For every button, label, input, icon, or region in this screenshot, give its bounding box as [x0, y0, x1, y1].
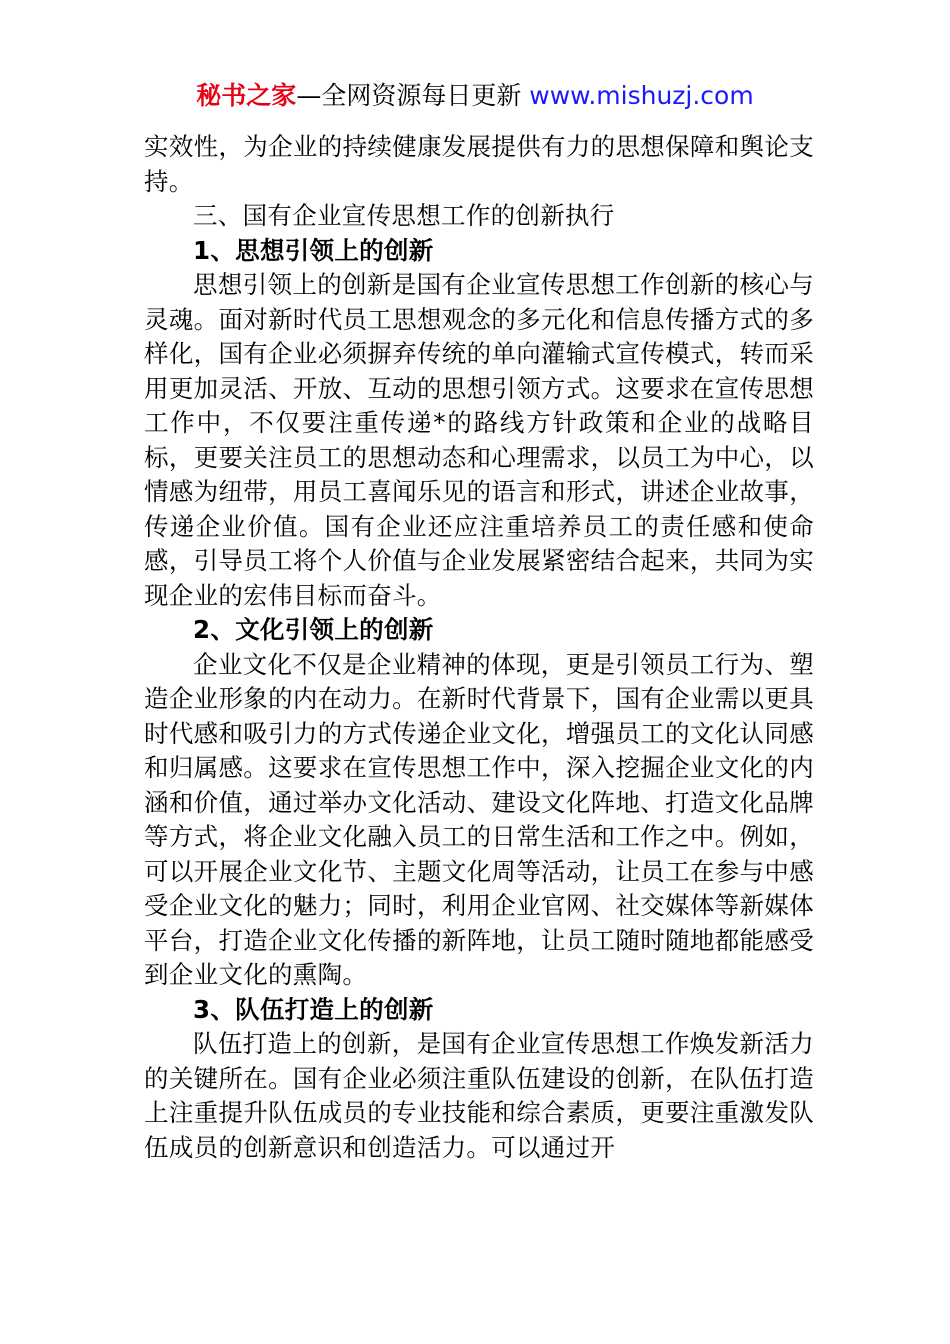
brand-name: 秘书之家: [196, 81, 297, 110]
subsection-heading-2: 2、文化引领上的创新: [193, 615, 434, 644]
paragraph-3: 队伍打造上的创新，是国有企业宣传思想工作焕发新活力的关键所在。国有企业必须注重队伍建设的创新，在队伍打造上注重提升队伍成员的专业技能和综合素质，更要注重激发队伍成员的创新意识和创造活力。可以通过开: [144, 1029, 814, 1162]
paragraph-continuation: 实效性，为企业的持续健康发展提供有力的思想保障和舆论支持。: [144, 132, 814, 196]
subsection-heading-1: 1、思想引领上的创新: [193, 235, 434, 265]
subsection-heading-3: 3、队伍打造上的创新: [193, 994, 434, 1024]
document-body: [144, 130, 814, 1165]
page-header: [0, 79, 950, 113]
header-tagline: —全网资源每日更新: [296, 81, 522, 110]
paragraph-1: 思想引领上的创新是国有企业宣传思想工作创新的核心与灵魂。面对新时代员工思想观念的多元化和信息传播方式的多样化，国有企业必须摒弃传统的单向灌输式宣传模式，转而采用更加灵活、开放、互动的思想引领方式。这要求在宣传思想工作中，不仅要注重传递*的路线方针政策和企业的战略目标，更要关注员工的思想动态和心理需求，以员工为中心，以情感为纽带，用员工喜闻乐见的语言和形式，讲述企业故事，传递企业价值。国有企业还应注重培养员工的责任感和使命感，引导员工将个人价值与企业发展紧密结合起来，共同为实现企业的宏伟目标而奋斗。: [144, 270, 814, 610]
section-heading: 三、国有企业宣传思想工作的创新执行: [193, 201, 615, 230]
paragraph-2: 企业文化不仅是企业精神的体现，更是引领员工行为、塑造企业形象的内在动力。在新时代背景下，国有企业需以更具时代感和吸引力的方式传递企业文化，增强员工的文化认同感和归属感。这要求在宣传思想工作中，深入挖掘企业文化的内涵和价值，通过举办文化活动、建设文化阵地、打造文化品牌等方式，将企业文化融入员工的日常生活和工作之中。例如，可以开展企业文化节、主题文化周等活动，让员工在参与中感受企业文化的魅力；同时，利用企业官网、社交媒体等新媒体平台，打造企业文化传播的新阵地，让员工随时随地都能感受到企业文化的熏陶。: [144, 649, 814, 989]
site-url[interactable]: www.mishuzj.com: [529, 81, 754, 110]
